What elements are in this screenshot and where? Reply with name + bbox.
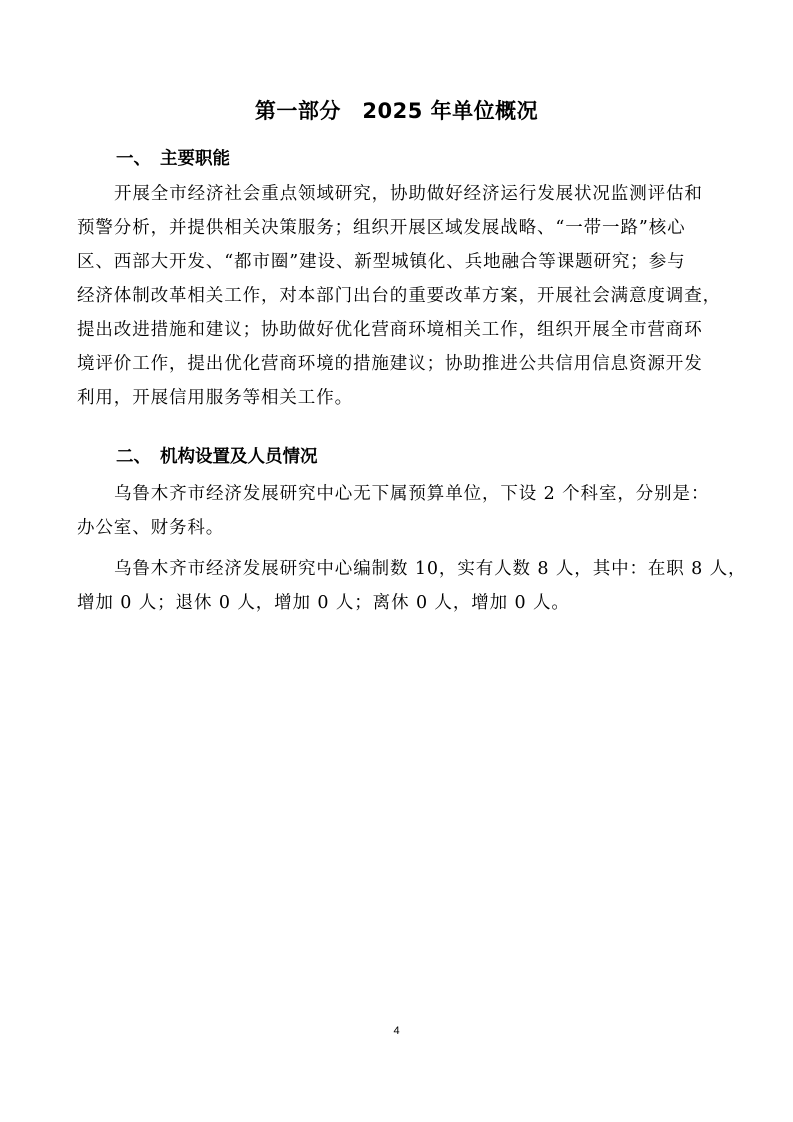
section-number: 一、 xyxy=(116,149,151,169)
page-number: 4 xyxy=(393,1025,400,1037)
text-line: 区、西部大开发、“都市圈”建设、新型城镇化、兵地融合等课题研究；参与 xyxy=(77,252,686,272)
text-line: 提出改进措施和建议；协助做好优化营商环境相关工作，组织开展全市营商环 xyxy=(77,320,703,340)
text-line: 乌鲁木齐市经济发展研究中心编制数 10，实有人数 8 人，其中：在职 8 人， xyxy=(114,559,747,579)
text-line: 境评价工作，提出优化营商环境的措施建议；协助推进公共信用信息资源开发 xyxy=(77,354,703,374)
text-line: 办公室、财务科。 xyxy=(77,518,225,538)
paragraph-organization-units xyxy=(77,477,717,545)
section-heading-text: 主要职能 xyxy=(160,149,230,169)
text-line: 经济体制改革相关工作，对本部门出台的重要改革方案，开展社会满意度调查， xyxy=(77,286,721,306)
paragraph-main-functions xyxy=(77,177,721,415)
text-line: 增加 0 人；退休 0 人，增加 0 人；离休 0 人，增加 0 人。 xyxy=(77,593,570,613)
section-number: 二、 xyxy=(116,447,151,467)
section-heading-organization xyxy=(116,445,318,469)
section-heading-text: 机构设置及人员情况 xyxy=(160,447,318,467)
text-line: 利用，开展信用服务等相关工作。 xyxy=(77,388,353,408)
text-line: 预警分析，并提供相关决策服务；组织开展区域发展战略、“一带一路”核心 xyxy=(77,218,686,238)
paragraph-staffing xyxy=(77,552,747,620)
text-line: 开展全市经济社会重点领域研究，协助做好经济运行发展状况监测评估和 xyxy=(114,184,703,204)
section-heading-main-functions xyxy=(116,147,230,171)
text-line: 乌鲁木齐市经济发展研究中心无下属预算单位，下设 2 个科室，分别是： xyxy=(114,484,710,504)
page-title: 第一部分 2025 年单位概况 xyxy=(254,99,539,123)
